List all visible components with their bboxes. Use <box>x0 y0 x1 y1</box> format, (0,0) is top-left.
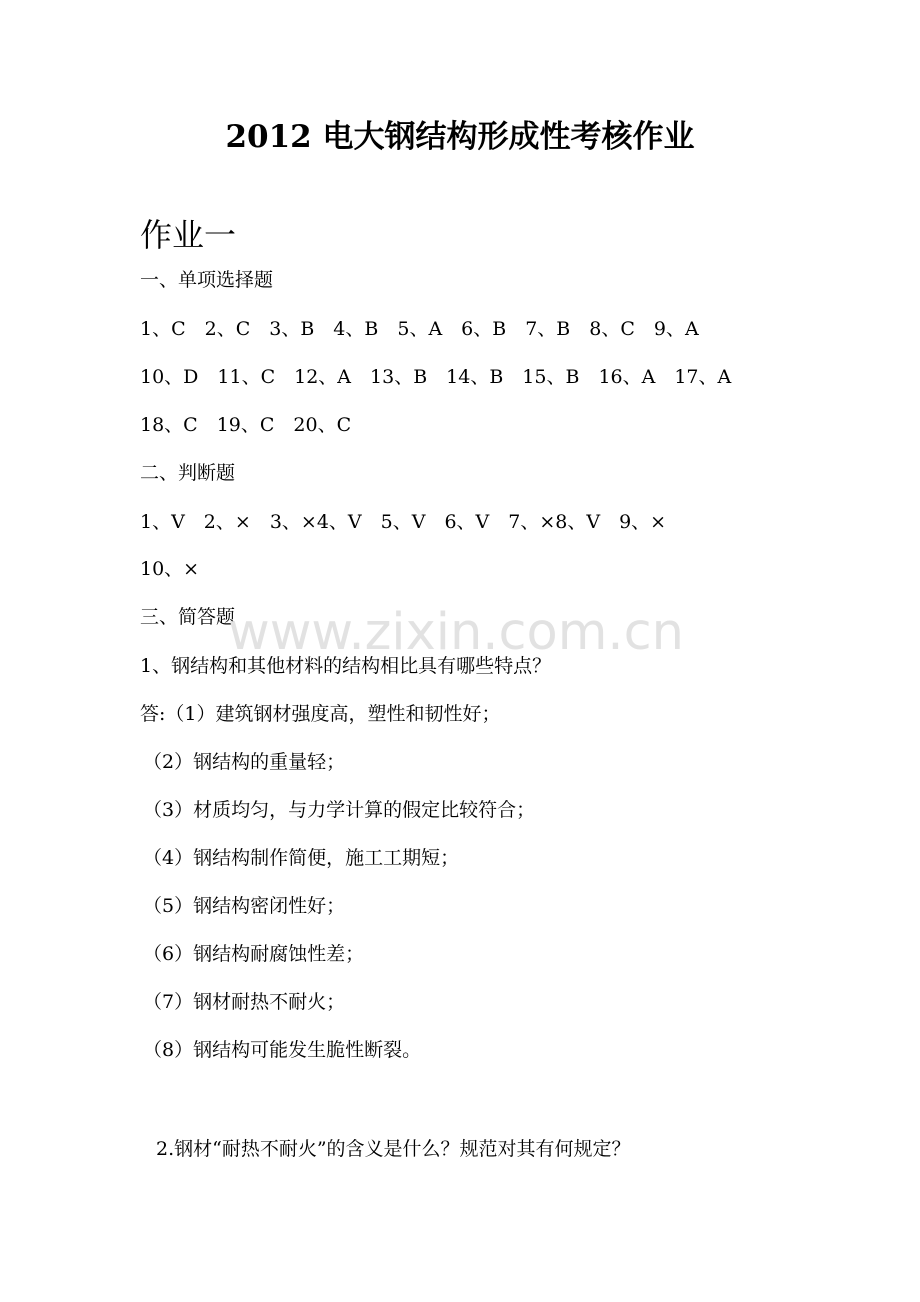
answer-line: 答:（1）建筑钢材强度高，塑性和韧性好； <box>140 703 501 725</box>
question-1: 1、钢结构和其他材料的结构相比具有哪些特点？ <box>140 655 552 677</box>
answer-line: 1、C 2、C 3、B 4、B 5、A 6、B 7、B 8、C 9、A <box>140 318 699 340</box>
answer-line: （4）钢结构制作简便，施工工期短； <box>143 847 460 869</box>
answer-line: （5）钢结构密闭性好； <box>143 895 346 917</box>
answer-line: 1、V 2、× 3、×4、V 5、V 6、V 7、×8、V 9、× <box>140 511 667 533</box>
answer-line: （6）钢结构耐腐蚀性差； <box>143 943 365 965</box>
answer-line: （8）钢结构可能发生脆性断裂。 <box>143 1039 422 1061</box>
part3-heading: 三、简答题 <box>140 606 236 628</box>
answer-line: （2）钢结构的重量轻； <box>143 751 346 773</box>
watermark: www.zixin.com.cn <box>228 603 684 662</box>
section-heading: 作业一 <box>140 216 237 254</box>
part2-heading: 二、判断题 <box>140 462 236 484</box>
answer-line: 18、C 19、C 20、C <box>140 414 352 436</box>
answer-line: （7）钢材耐热不耐火； <box>143 991 346 1013</box>
question-2: 2.钢材“耐热不耐火”的含义是什么？规范对其有何规定？ <box>156 1138 631 1160</box>
answer-line: 10、D 11、C 12、A 13、B 14、B 15、B 16、A 17、A <box>140 366 732 388</box>
part1-heading: 一、单项选择题 <box>140 269 274 291</box>
document-title: 2012 电大钢结构形成性考核作业 <box>225 119 695 155</box>
answer-line: 10、× <box>140 558 200 580</box>
answer-line: （3）材质均匀，与力学计算的假定比较符合； <box>143 799 536 821</box>
